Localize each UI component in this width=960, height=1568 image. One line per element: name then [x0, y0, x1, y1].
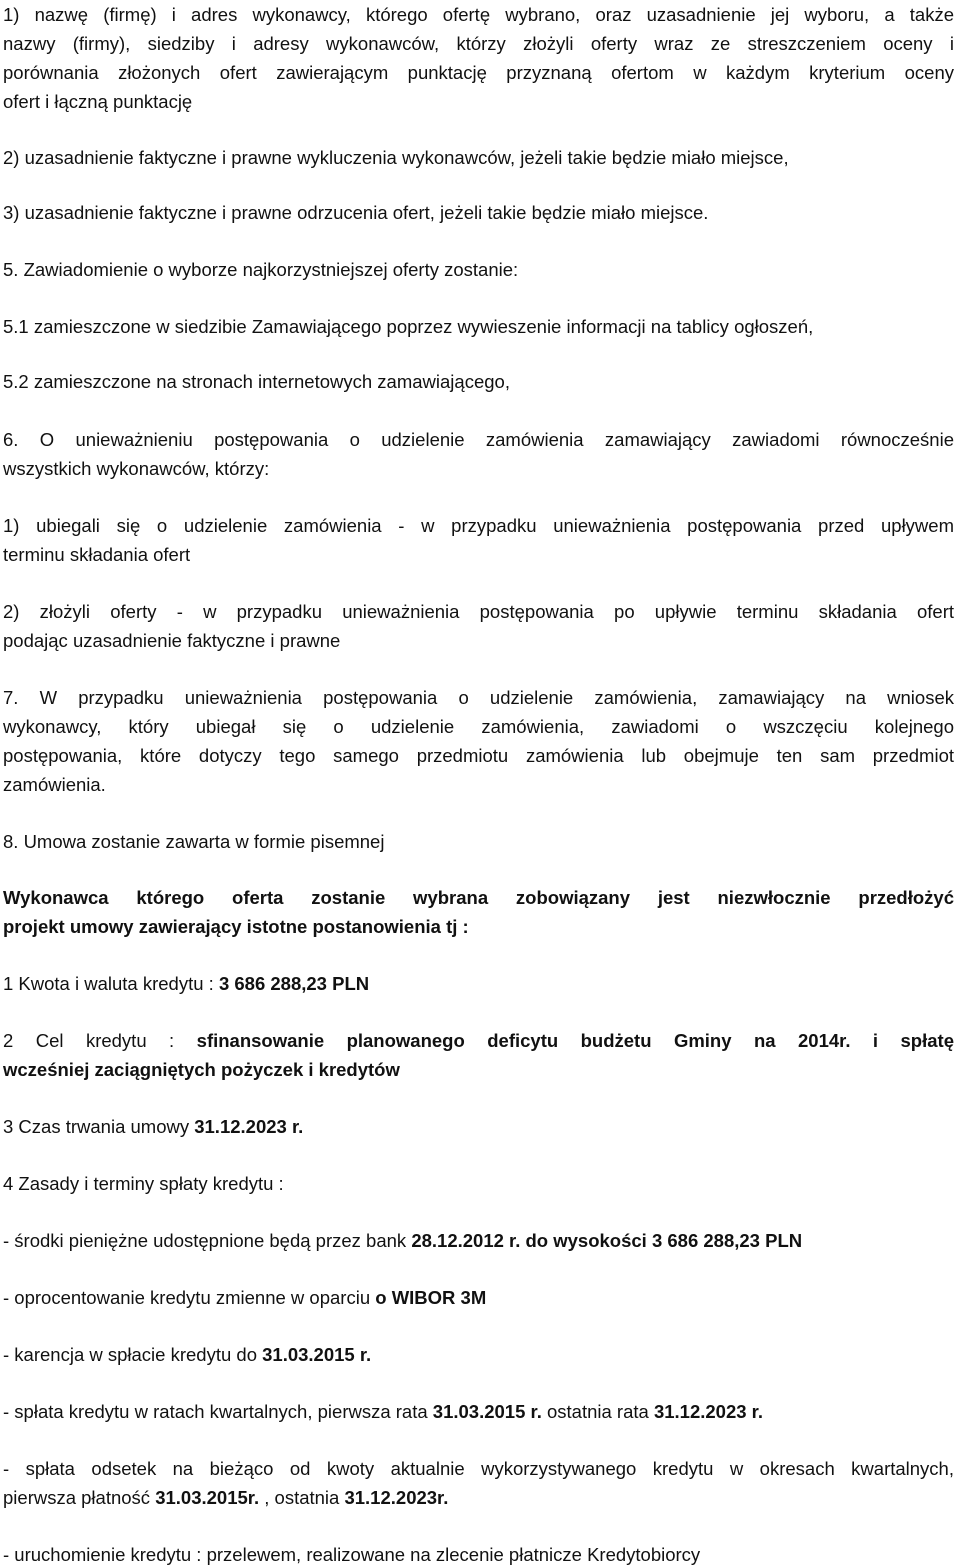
section-5-heading: 5. Zawiadomienie o wyborze najkorzystniejszej oferty zostanie:	[3, 259, 519, 280]
contractor-obligation-line-2: projekt umowy zawierający istotne postanowienia tj :	[3, 916, 469, 937]
repayment-grace-period: - karencja w spłacie kredytu do 31.03.2015 r.	[3, 1344, 372, 1365]
contractor-obligation-line-1: Wykonawca którego oferta zostanie wybrana zobowiązany jest niezwłocznie przedłożyć	[3, 887, 954, 908]
repayment-interest-rate: - oprocentowanie kredytu zmienne w oparciu o WIBOR 3M	[3, 1287, 487, 1308]
intro-line-2: nazwy (firmy), siedziby i adresy wykonawców, którzy złożyli oferty wraz ze streszczeniem oceny i	[3, 33, 954, 54]
term-credit-purpose-line-2: wcześniej zaciągniętych pożyczek i kredytów	[3, 1059, 400, 1080]
section-6-line-1: 6. O unieważnieniu postępowania o udzielenie zamówienia zamawiający zawiadomi równocześnie	[3, 429, 954, 450]
section-7-line-1: 7. W przypadku unieważnienia postępowania o udzielenie zamówienia, zamawiający na wniosek	[3, 687, 954, 708]
item-2: 2) uzasadnienie faktyczne i prawne wykluczenia wykonawców, jeżeli takie będzie miało miejsce,	[3, 147, 789, 168]
term-credit-amount: 1 Kwota i waluta kredytu : 3 686 288,23 PLN	[3, 973, 370, 994]
repayment-interest-line-1: - spłata odsetek na bieżąco od kwoty aktualnie wykorzystywanego kredytu w okresach kwartalnych,	[3, 1458, 954, 1479]
section-7-line-2: wykonawcy, który ubiegał się o udzielenie zamówienia, zawiadomi o wszczęciu kolejnego	[3, 716, 954, 737]
section-6-point-2-line-2: podając uzasadnienie faktyczne i prawne	[3, 630, 341, 651]
section-6-point-1-line-2: terminu składania ofert	[3, 544, 191, 565]
term-contract-duration: 3 Czas trwania umowy 31.12.2023 r.	[3, 1116, 304, 1137]
section-5-2: 5.2 zamieszczone na stronach internetowych zamawiającego,	[3, 371, 510, 392]
repayment-credit-launch: - uruchomienie kredytu : przelewem, realizowane na zlecenie płatnicze Kredytobiorcy	[3, 1544, 701, 1565]
repayment-installments: - spłata kredytu w ratach kwartalnych, pierwsza rata 31.03.2015 r. ostatnia rata 31.12.2023 r.	[3, 1401, 764, 1422]
section-6-point-1-line-1: 1) ubiegali się o udzielenie zamówienia - w przypadku unieważnienia postępowania przed upływem	[3, 515, 954, 536]
section-7-line-4: zamówienia.	[3, 774, 106, 795]
intro-line-4: ofert i łączną punktację	[3, 91, 193, 112]
section-6-point-2-line-1: 2) złożyli oferty - w przypadku unieważnienia postępowania po upływie terminu składania ofert	[3, 601, 954, 622]
section-5-1: 5.1 zamieszczone w siedzibie Zamawiającego poprzez wywieszenie informacji na tablicy ogłoszeń,	[3, 316, 814, 337]
section-7-line-3: postępowania, które dotyczy tego samego przedmiotu zamówienia lub obejmuje ten sam przedmiot	[3, 745, 954, 766]
intro-line-3: porównania złożonych ofert zawierającym punktację przyznaną ofertom w każdym kryterium oceny	[3, 62, 954, 83]
term-repayment-heading: 4 Zasady i terminy spłaty kredytu :	[3, 1173, 284, 1194]
item-3: 3) uzasadnienie faktyczne i prawne odrzucenia ofert, jeżeli takie będzie miało miejsce.	[3, 202, 709, 223]
section-8-heading: 8. Umowa zostanie zawarta w formie pisemnej	[3, 831, 385, 852]
repayment-interest-line-2: pierwsza płatność 31.03.2015r. , ostatnia 31.12.2023r.	[3, 1487, 449, 1508]
repayment-funds-availability: - środki pieniężne udostępnione będą przez bank 28.12.2012 r. do wysokości 3 686 288,23 PLN	[3, 1230, 803, 1251]
section-6-line-2: wszystkich wykonawców, którzy:	[3, 458, 270, 479]
term-credit-purpose-line-1: 2 Cel kredytu : sfinansowanie planowanego deficytu budżetu Gminy na 2014r. i spłatę	[3, 1030, 954, 1051]
intro-line-1: 1) nazwę (firmę) i adres wykonawcy, którego ofertę wybrano, oraz uzasadnienie jej wyboru, a także	[3, 4, 954, 25]
